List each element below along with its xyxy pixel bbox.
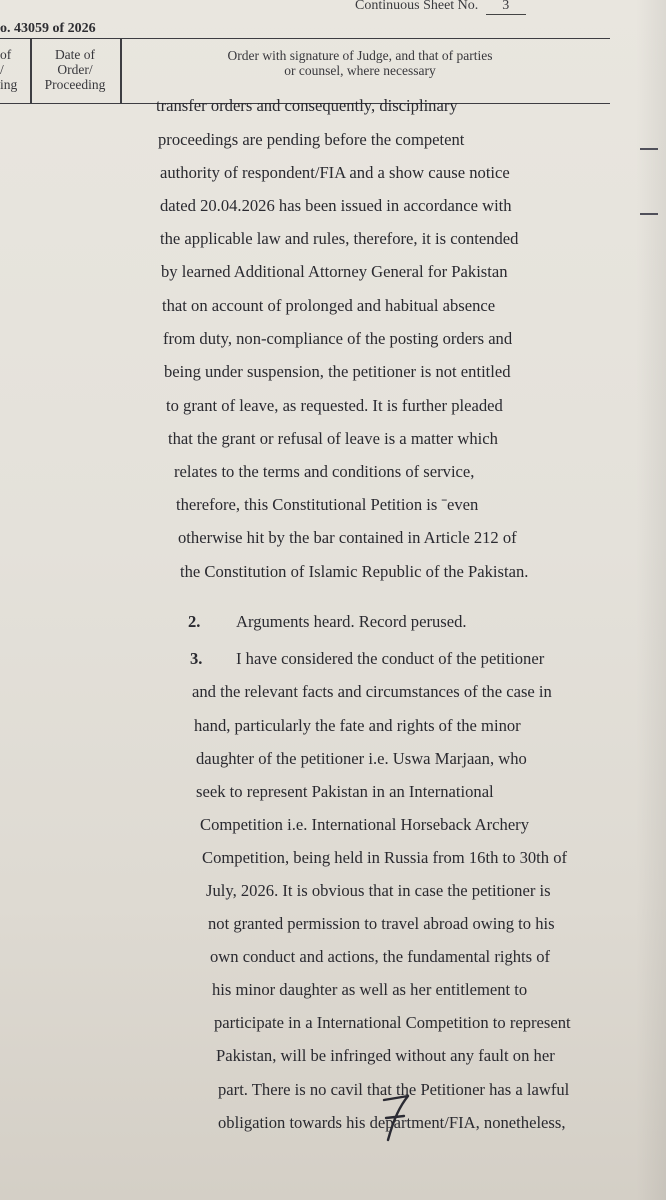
para-3-line-7: Competition, being held in Russia from 16th to 30th of [202, 848, 568, 867]
header-col-date-line-1: Date of [54, 47, 96, 62]
body-line-8: from duty, non-compliance of the posting orders and [163, 329, 513, 348]
page-edge-shadow [636, 0, 666, 1200]
para-3-line-4: daughter of the petitioner i.e. Uswa Marjaan, who [196, 749, 527, 768]
para-2-number: 2. [188, 612, 201, 631]
body-line-10: to grant of leave, as requested. It is further pleaded [166, 396, 503, 415]
body-line-11: that the grant or refusal of leave is a matter which [168, 429, 498, 448]
body-line-1 [156, 96, 544, 116]
para-3-line-10: own conduct and actions, the fundamental rights of [210, 947, 551, 966]
sheet-label: Continuous Sheet No. [355, 0, 479, 13]
sheet-number-value: 3 [486, 0, 526, 15]
continuous-sheet-number [355, 0, 526, 15]
para-3-line-14: part. There is no cavil that the Petitioner has a lawful [218, 1080, 570, 1099]
para-3-line-12: participate in a International Competition to represent [214, 1013, 571, 1032]
body-line-7: that on account of prolonged and habitual absence [162, 296, 496, 315]
header-col-order [125, 48, 595, 78]
header-col-date-line-2: Order/ [57, 62, 93, 77]
margin-tick-1 [640, 148, 658, 150]
order-sheet-header-table [0, 38, 610, 104]
header-col-order-line-1: Order with signature of Judge, and that of parties [227, 48, 493, 63]
body-line-14: otherwise hit by the bar contained in Article 212 of [178, 528, 517, 547]
para-3-line-13: Pakistan, will be infringed without any fault on her [216, 1046, 555, 1065]
header-col-serial-line-3: ing [0, 77, 18, 92]
body-line-9: being under suspension, the petitioner is not entitled [164, 362, 511, 381]
para-3-number: 3. [190, 649, 203, 668]
signature-icon [378, 1092, 418, 1144]
para-3-line-1: I have considered the conduct of the petitioner [236, 649, 545, 668]
body-line-3: authority of respondent/FIA and a show cause notice [160, 163, 510, 182]
margin-tick-2 [640, 213, 658, 215]
judge-initial-signature [378, 1092, 418, 1149]
para-3-line-8: July, 2026. It is obvious that in case the petitioner is [206, 881, 551, 900]
header-col-date [32, 47, 118, 92]
header-col-order-line-2: or counsel, where necessary [284, 63, 436, 78]
para-3-line-15: obligation towards his department/FIA, nonetheless, [218, 1113, 566, 1132]
case-number: o. 43059 of 2026 [0, 21, 96, 36]
header-divider-2 [120, 39, 122, 103]
body-line-13: therefore, this Constitutional Petition is ˉeven [176, 495, 479, 514]
header-col-serial-line-1: of [0, 47, 12, 62]
para-3-line-11: his minor daughter as well as her entitlement to [212, 980, 528, 999]
body-line-12: relates to the terms and conditions of service, [174, 462, 475, 481]
body-line-15: the Constitution of Islamic Republic of the Pakistan. [180, 562, 529, 581]
body-line-1-text: transfer orders and consequently, disciplinary [156, 96, 458, 115]
body-line-6: by learned Additional Attorney General for Pakistan [161, 262, 508, 281]
body-line-4: dated 20.04.2026 has been issued in accordance with [160, 196, 512, 215]
body-line-2: proceedings are pending before the competent [158, 130, 465, 149]
header-col-date-line-3: Proceeding [44, 77, 106, 92]
header-col-serial-line-2: / [0, 62, 4, 77]
header-col-serial [0, 47, 28, 92]
para-3-line-9: not granted permission to travel abroad owing to his [208, 914, 555, 933]
para-3-line-2: and the relevant facts and circumstances of the case in [192, 682, 552, 701]
para-2-text: Arguments heard. Record perused. [236, 612, 467, 631]
para-3-line-3: hand, particularly the fate and rights of the minor [194, 716, 521, 735]
para-3-line-6: Competition i.e. International Horseback Archery [200, 815, 530, 834]
body-line-5: the applicable law and rules, therefore, it is contended [160, 229, 519, 248]
para-3-line-5: seek to represent Pakistan in an International [196, 782, 494, 801]
